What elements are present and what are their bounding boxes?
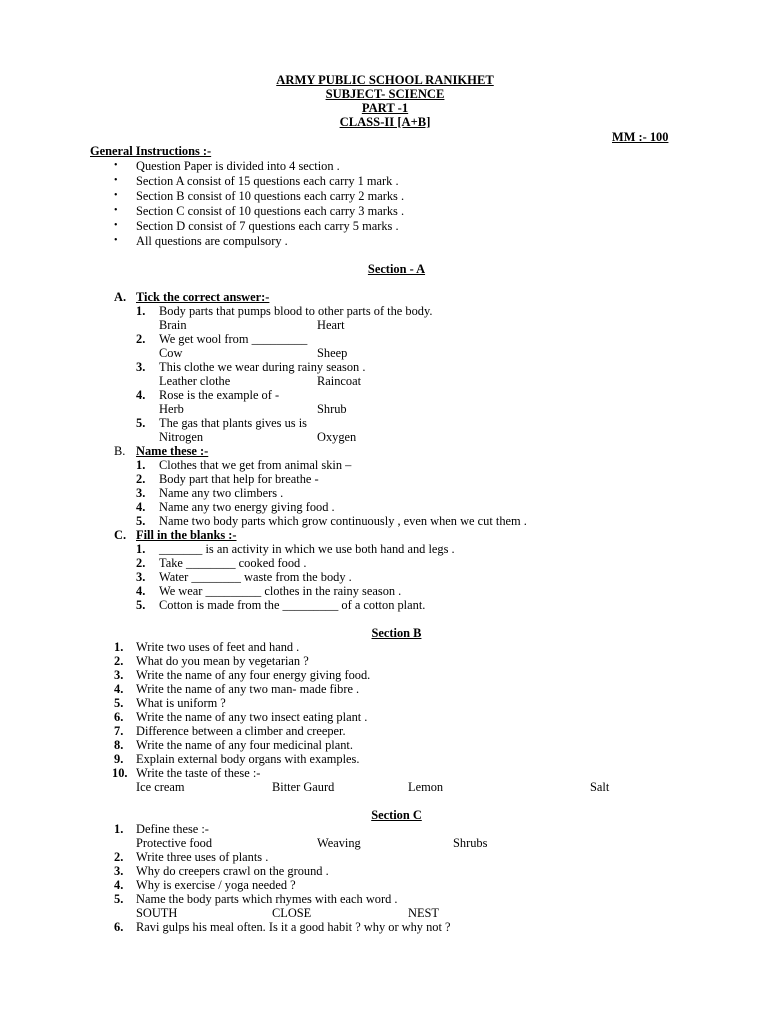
question-text: Clothes that we get from animal skin – xyxy=(159,458,352,472)
question-text: Explain external body organs with examples. xyxy=(136,752,360,766)
section-c-title: Section C xyxy=(371,808,422,822)
option-2: Oxygen xyxy=(317,430,357,444)
question-text: Write three uses of plants . xyxy=(136,850,269,864)
bullet-icon: • xyxy=(114,190,118,201)
question-text: Write the name of any two insect eating plant . xyxy=(136,710,368,724)
question-number: 2. xyxy=(114,654,124,668)
bullet-icon: • xyxy=(114,160,118,171)
question-text: What do you mean by vegetarian ? xyxy=(136,654,309,668)
question-number: 1. xyxy=(136,304,146,318)
question-number: 2. xyxy=(114,850,124,864)
question-text: Define these :- xyxy=(136,822,209,836)
question-text: Name the body parts which rhymes with each word . xyxy=(136,892,398,906)
question-text: Take ________ cooked food . xyxy=(159,556,307,570)
question-paper: ARMY PUBLIC SCHOOL RANIKHET SUBJECT- SCIENCE PART -1 CLASS-II [A+B] MM :- 100 General Instructions :- • Question Paper is divided into 4 section . • Section A consist of 15 questions each carry 1 mark . • Section B consist of 10 questions each carry 2 marks . • Section C consist of 10 questions each carry 3 marks . • Section D consist of 7 questions each carry 5 marks . • All questions are compulsory . Section - A A. Tick the correct answer:- 1. Body parts that pumps blood to other parts of the body. Brain Heart 2. We get wool from _________ Cow Sheep 3. This clothe we wear during rainy season . Leather clothe Raincoat 4. Rose is the example of - Herb Shrub 5. The gas that plants gives us is Nitrogen Oxygen B. Name these :- 1. Clothes that we get from animal skin – 2. Body part that help for breathe - 3. Name any two climbers . 4. Name any two energy giving food . 5. Name two body parts which grow continuously , even when we cut them . C. Fill in the blanks :- 1. _______ is an activity in which we use both hand and legs . 2. Take ________ cooked food . 3. Water ________ waste from the body . 4. We wear _________ clothes in the rainy season . 5. Cotton is made from the _________ of a cotton plant. Section B 1. Write two uses of feet and hand . 2. What do you mean by vegetarian ? 3. Write the name of any four energy giving food. 4. Write the name of any two man- made fibre . 5. What is uniform ? 6. Write the name of any two insect eating plant . 7. Difference between a climber and creeper. 8. Write the name of any four medicinal plant. 9. Explain external body organs with examples. 10. Write the taste of these :- Ice cream Bitter Gaurd Lemon Salt Section C 1. Define these :- Protective food Weaving Shrubs 2. Write three uses of plants . 3. Why do creepers crawl on the ground . 4. Why is exercise / yoga needed ? 5. Name the body parts which rhymes with each word . SOUTH CLOSE NEST 6. Ravi gulps his meal often. Is it a good habit ? why or why not ? xyxy=(0,0,770,1024)
option-1: Nitrogen xyxy=(159,430,204,444)
term-item: Weaving xyxy=(317,836,361,850)
taste-item: Ice cream xyxy=(136,780,185,794)
question-number: 5. xyxy=(136,514,146,528)
question-number: 4. xyxy=(136,584,146,598)
question-number: 3. xyxy=(136,570,146,584)
taste-item: Salt xyxy=(590,780,610,794)
term-item: Protective food xyxy=(136,836,213,850)
option-1: Brain xyxy=(159,318,187,332)
question-text: Ravi gulps his meal often. Is it a good habit ? why or why not ? xyxy=(136,920,451,934)
question-number: 2. xyxy=(136,472,146,486)
question-number: 6. xyxy=(114,710,124,724)
term-item: Shrubs xyxy=(453,836,488,850)
question-text: Write the name of any two man- made fibre . xyxy=(136,682,360,696)
question-text: Write the name of any four medicinal plant. xyxy=(136,738,353,752)
part-c-heading: Fill in the blanks :- xyxy=(136,528,237,542)
question-number: 10. xyxy=(112,766,128,780)
question-text: Cotton is made from the _________ of a cotton plant. xyxy=(159,598,426,612)
question-number: 1. xyxy=(114,640,124,654)
option-2: Shrub xyxy=(317,402,347,416)
question-number: 4. xyxy=(114,878,124,892)
question-number: 2. xyxy=(136,332,146,346)
question-text: What is uniform ? xyxy=(136,696,226,710)
bullet-icon: • xyxy=(114,235,118,246)
question-text: Write the name of any four energy giving food. xyxy=(136,668,371,682)
rhyme-word: SOUTH xyxy=(136,906,178,920)
instructions-heading: General Instructions :- xyxy=(90,144,212,158)
question-number: 3. xyxy=(136,360,146,374)
question-text: Write the taste of these :- xyxy=(136,766,261,780)
question-number: 8. xyxy=(114,738,124,752)
question-number: 1. xyxy=(114,822,124,836)
question-number: 4. xyxy=(136,500,146,514)
rhyme-word: CLOSE xyxy=(272,906,312,920)
question-text: We get wool from _________ xyxy=(159,332,308,346)
bullet-icon: • xyxy=(114,175,118,186)
question-number: 3. xyxy=(114,668,124,682)
option-1: Leather clothe xyxy=(159,374,231,388)
subject-title: SUBJECT- SCIENCE xyxy=(325,87,445,101)
question-number: 1. xyxy=(136,458,146,472)
question-text: The gas that plants gives us is xyxy=(159,416,307,430)
question-text: We wear _________ clothes in the rainy season . xyxy=(159,584,402,598)
question-text: Why do creepers crawl on the ground . xyxy=(136,864,329,878)
section-b-title: Section B xyxy=(371,626,422,640)
question-text: Rose is the example of - xyxy=(159,388,280,402)
taste-item: Lemon xyxy=(408,780,444,794)
question-number: 3. xyxy=(114,864,124,878)
question-text: Body part that help for breathe - xyxy=(159,472,319,486)
question-text: Difference between a climber and creeper. xyxy=(136,724,346,738)
taste-item: Bitter Gaurd xyxy=(272,780,335,794)
option-2: Heart xyxy=(317,318,345,332)
question-number: 6. xyxy=(114,920,124,934)
question-text: _______ is an activity in which we use both hand and legs . xyxy=(159,542,455,556)
option-1: Herb xyxy=(159,402,184,416)
question-number: 2. xyxy=(136,556,146,570)
question-text: Name two body parts which grow continuously , even when we cut them . xyxy=(159,514,527,528)
part-b-letter: B. xyxy=(114,444,126,458)
question-text: Name any two climbers . xyxy=(159,486,284,500)
school-name: ARMY PUBLIC SCHOOL RANIKHET xyxy=(276,73,494,87)
question-number: 5. xyxy=(136,416,146,430)
option-2: Sheep xyxy=(317,346,348,360)
class-title: CLASS-II [A+B] xyxy=(339,115,431,129)
question-text: Water ________ waste from the body . xyxy=(159,570,352,584)
question-number: 5. xyxy=(136,598,146,612)
question-number: 5. xyxy=(114,696,124,710)
option-2: Raincoat xyxy=(317,374,362,388)
question-number: 4. xyxy=(136,388,146,402)
question-number: 4. xyxy=(114,682,124,696)
question-number: 9. xyxy=(114,752,124,766)
rhyme-word: NEST xyxy=(408,906,439,920)
question-number: 1. xyxy=(136,542,146,556)
question-text: Body parts that pumps blood to other parts of the body. xyxy=(159,304,433,318)
section-a-title: Section - A xyxy=(367,262,426,276)
option-1: Cow xyxy=(159,346,183,360)
question-text: Write two uses of feet and hand . xyxy=(136,640,300,654)
question-text: Why is exercise / yoga needed ? xyxy=(136,878,296,892)
part-title: PART -1 xyxy=(361,101,409,115)
bullet-icon: • xyxy=(114,205,118,216)
part-c-letter: C. xyxy=(114,528,127,542)
question-number: 7. xyxy=(114,724,124,738)
bullet-icon: • xyxy=(114,220,118,231)
question-text: This clothe we wear during rainy season . xyxy=(159,360,366,374)
question-number: 3. xyxy=(136,486,146,500)
question-number: 5. xyxy=(114,892,124,906)
question-text: Name any two energy giving food . xyxy=(159,500,335,514)
part-a-letter: A. xyxy=(114,290,127,304)
max-marks: MM :- 100 xyxy=(612,130,669,144)
part-b-heading: Name these :- xyxy=(136,444,209,458)
part-a-heading: Tick the correct answer:- xyxy=(136,290,270,304)
